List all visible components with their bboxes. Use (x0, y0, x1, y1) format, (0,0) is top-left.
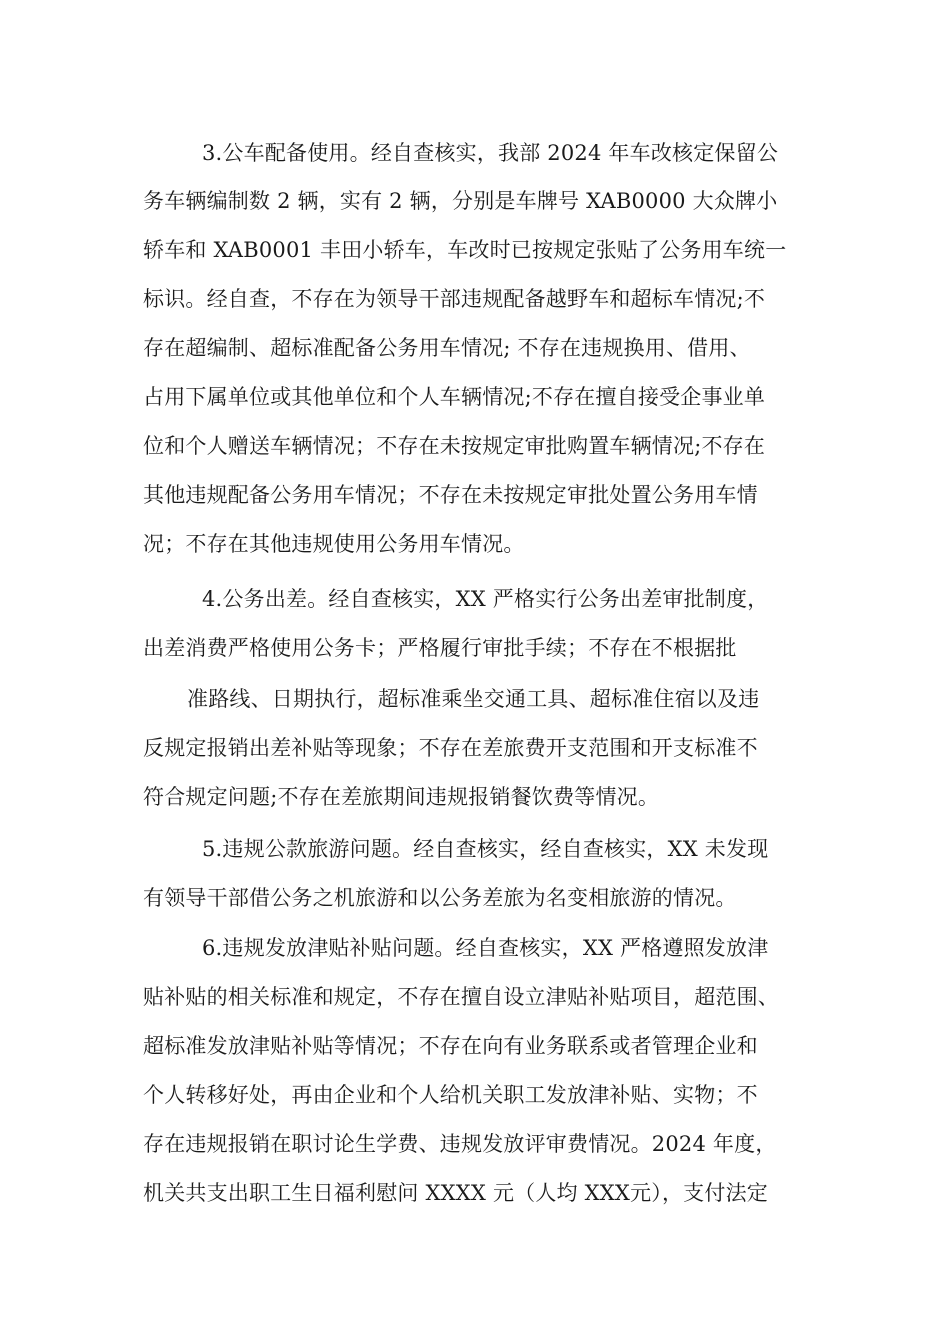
text-line: 标识。经自查，不存在为领导干部违规配备越野车和超标车情况;不 (143, 287, 766, 311)
text-line: 3.公车配备使用。经自查核实，我部 2024 年车改核定保留公 (202, 141, 779, 165)
text-line: 机关共支出职工生日福利慰问 XXXX 元（人均 XXX元），支付法定 (143, 1181, 768, 1205)
text-line: 占用下属单位或其他单位和个人车辆情况;不存在擅自接受企事业单 (143, 385, 766, 409)
text-line: 贴补贴的相关标准和规定，不存在擅自设立津贴补贴项目，超范围、 (143, 985, 779, 1009)
text-line: 个人转移好处，再由企业和个人给机关职工发放津补贴、实物；不 (143, 1083, 758, 1107)
text-line: 4.公务出差。经自查核实，XX 严格实行公务出差审批制度， (202, 587, 769, 611)
text-line: 5.违规公款旅游问题。经自查核实，经自查核实，XX 未发现 (202, 837, 769, 861)
text-line: 轿车和 XAB0001 丰田小轿车，车改时已按规定张贴了公务用车统一 (143, 238, 787, 262)
text-line: 出差消费严格使用公务卡；严格履行审批手续；不存在不根据批 (143, 636, 737, 660)
text-line: 超标准发放津贴补贴等情况；不存在向有业务联系或者管理企业和 (143, 1034, 758, 1058)
text-line: 有领导干部借公务之机旅游和以公务差旅为名变相旅游的情况。 (143, 886, 737, 910)
text-line: 务车辆编制数 2 辆，实有 2 辆，分别是车牌号 XAB0000 大众牌小 (143, 189, 778, 213)
text-line: 存在违规报销在职讨论生学费、违规发放评审费情况。2024 年度， (143, 1132, 777, 1156)
text-line: 符合规定问题;不存在差旅期间违规报销餐饮费等情况。 (143, 785, 660, 809)
text-line: 反规定报销出差补贴等现象；不存在差旅费开支范围和开支标准不 (143, 736, 758, 760)
text-line: 6.违规发放津贴补贴问题。经自查核实，XX 严格遵照发放津 (202, 936, 769, 960)
text-line: 存在超编制、超标准配备公务用车情况; 不存在违规换用、借用、 (143, 336, 751, 360)
text-line: 准路线、日期执行，超标准乘坐交通工具、超标准住宿以及违 (187, 687, 760, 711)
text-line: 位和个人赠送车辆情况；不存在未按规定审批购置车辆情况;不存在 (143, 434, 766, 458)
text-line: 况；不存在其他违规使用公务用车情况。 (143, 532, 525, 556)
text-line: 其他违规配备公务用车情况；不存在未按规定审批处置公务用车情 (143, 483, 758, 507)
